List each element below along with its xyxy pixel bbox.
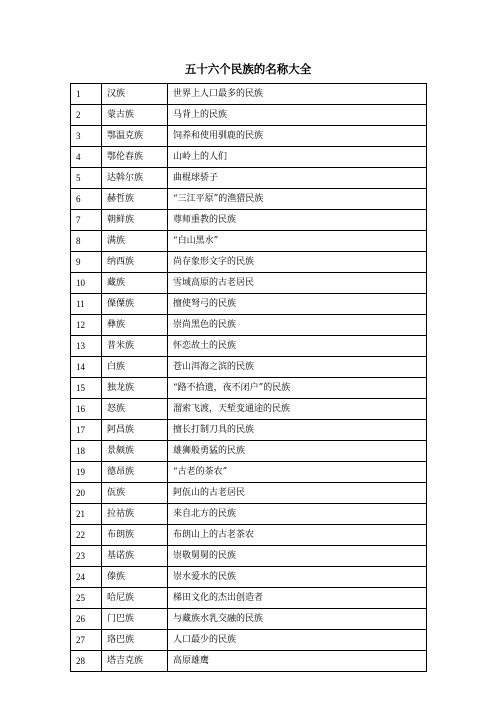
row-number-cell: 1 — [71, 84, 102, 105]
row-number-cell: 2 — [71, 105, 102, 126]
ethnic-name-cell: 纳西族 — [102, 252, 168, 273]
table-row — [71, 189, 427, 210]
row-number-cell: 22 — [71, 525, 102, 546]
page-title: 五十六个民族的名称大全 — [184, 62, 312, 76]
table-row — [71, 420, 427, 441]
ethnic-name-cell: 朝鲜族 — [102, 210, 168, 231]
row-number-cell: 21 — [71, 504, 102, 525]
row-number-cell: 14 — [71, 357, 102, 378]
table-row — [71, 630, 427, 651]
row-number-cell: 12 — [71, 315, 102, 336]
table-row — [71, 588, 427, 609]
table-row — [71, 441, 427, 462]
row-number-cell: 13 — [71, 336, 102, 357]
row-number-cell: 10 — [71, 273, 102, 294]
ethnic-name-cell: 赫哲族 — [102, 189, 168, 210]
row-number-cell: 23 — [71, 546, 102, 567]
table-row — [71, 336, 427, 357]
ethnic-name-cell: 傣族 — [102, 567, 168, 588]
table-row — [71, 84, 427, 105]
ethnic-name-cell: 景颇族 — [102, 441, 168, 462]
row-number-cell: 16 — [71, 399, 102, 420]
ethnic-description-cell: 崇敬舅舅的民族 — [168, 546, 427, 567]
row-number-cell: 28 — [71, 651, 102, 672]
table-row — [71, 273, 427, 294]
table-row — [71, 651, 427, 672]
row-number-cell: 27 — [71, 630, 102, 651]
table-row — [71, 126, 427, 147]
ethnic-description-cell: 崇水爱水的民族 — [168, 567, 427, 588]
table-row — [71, 294, 427, 315]
ethnic-description-cell: “三江平原”的渔猎民族 — [168, 189, 427, 210]
row-number-cell: 25 — [71, 588, 102, 609]
ethnic-name-cell: 傈僳族 — [102, 294, 168, 315]
row-number-cell: 8 — [71, 231, 102, 252]
ethnic-description-cell: 世界上人口最多的民族 — [168, 84, 427, 105]
row-number-cell: 17 — [71, 420, 102, 441]
ethnic-description-cell: 雄狮般勇猛的民族 — [168, 441, 427, 462]
ethnic-description-cell: 苍山洱海之滨的民族 — [168, 357, 427, 378]
ethnic-name-cell: 达斡尔族 — [102, 168, 168, 189]
table-row — [71, 399, 427, 420]
ethnic-description-cell: 阿佤山的古老居民 — [168, 483, 427, 504]
ethnic-description-cell: 尊师重教的民族 — [168, 210, 427, 231]
ethnic-description-cell: 布朗山上的古老茶农 — [168, 525, 427, 546]
table-row — [71, 378, 427, 399]
ethnic-name-cell: 塔吉克族 — [102, 651, 168, 672]
ethnic-name-cell: 德昂族 — [102, 462, 168, 483]
table-row — [71, 168, 427, 189]
ethnic-name-cell: 珞巴族 — [102, 630, 168, 651]
ethnic-description-cell: 人口最少的民族 — [168, 630, 427, 651]
ethnic-description-cell: 马背上的民族 — [168, 105, 427, 126]
table-row — [71, 504, 427, 525]
ethnic-name-cell: 汉族 — [102, 84, 168, 105]
table-row — [71, 231, 427, 252]
table-row — [71, 462, 427, 483]
ethnic-name-cell: 蒙古族 — [102, 105, 168, 126]
ethnic-description-cell: 梯田文化的杰出创造者 — [168, 588, 427, 609]
table-row — [71, 105, 427, 126]
ethnic-description-cell: 来自北方的民族 — [168, 504, 427, 525]
ethnic-description-cell: 溜索飞渡，天堑变通途的民族 — [168, 399, 427, 420]
ethnic-name-cell: 怒族 — [102, 399, 168, 420]
ethnic-description-cell: 与藏族水乳交融的民族 — [168, 609, 427, 630]
row-number-cell: 15 — [71, 378, 102, 399]
ethnic-description-cell: 擅使弩弓的民族 — [168, 294, 427, 315]
ethnic-name-cell: 门巴族 — [102, 609, 168, 630]
row-number-cell: 7 — [71, 210, 102, 231]
ethnic-name-cell: 满族 — [102, 231, 168, 252]
table-row — [71, 546, 427, 567]
ethnic-description-cell: 曲棍球骄子 — [168, 168, 427, 189]
row-number-cell: 5 — [71, 168, 102, 189]
ethnic-description-cell: 高原雄鹰 — [168, 651, 427, 672]
row-number-cell: 9 — [71, 252, 102, 273]
ethnic-name-cell: 拉祜族 — [102, 504, 168, 525]
row-number-cell: 20 — [71, 483, 102, 504]
row-number-cell: 11 — [71, 294, 102, 315]
ethnic-description-cell: 怀恋故土的民族 — [168, 336, 427, 357]
row-number-cell: 3 — [71, 126, 102, 147]
table-row — [71, 483, 427, 504]
table-row — [71, 357, 427, 378]
ethnic-name-cell: 鄂温克族 — [102, 126, 168, 147]
ethnic-name-cell: 藏族 — [102, 273, 168, 294]
ethnic-description-cell: 雪域高原的古老居民 — [168, 273, 427, 294]
ethnic-description-cell: 饲养和使用驯鹿的民族 — [168, 126, 427, 147]
table-row — [71, 567, 427, 588]
ethnic-description-cell: 擅长打制刀具的民族 — [168, 420, 427, 441]
table-row — [71, 252, 427, 273]
row-number-cell: 4 — [71, 147, 102, 168]
ethnic-name-cell: 哈尼族 — [102, 588, 168, 609]
ethnic-name-cell: 鄂伦春族 — [102, 147, 168, 168]
row-number-cell: 18 — [71, 441, 102, 462]
row-number-cell: 6 — [71, 189, 102, 210]
row-number-cell: 26 — [71, 609, 102, 630]
ethnic-name-cell: 白族 — [102, 357, 168, 378]
ethnic-description-cell: 尚存象形文字的民族 — [168, 252, 427, 273]
table-row — [71, 210, 427, 231]
ethnic-description-cell: “古老的茶农” — [168, 462, 427, 483]
table-body — [71, 84, 427, 672]
row-number-cell: 24 — [71, 567, 102, 588]
ethnic-name-cell: 彝族 — [102, 315, 168, 336]
ethnic-name-cell: 佤族 — [102, 483, 168, 504]
ethnic-description-cell: “路不拾遗，夜不闭户”的民族 — [168, 378, 427, 399]
table-row — [71, 525, 427, 546]
ethnic-groups-table — [70, 83, 427, 672]
ethnic-name-cell: 基诺族 — [102, 546, 168, 567]
ethnic-name-cell: 阿昌族 — [102, 420, 168, 441]
table-row — [71, 147, 427, 168]
table-row — [71, 609, 427, 630]
ethnic-name-cell: 独龙族 — [102, 378, 168, 399]
ethnic-description-cell: 崇尚黑色的民族 — [168, 315, 427, 336]
table-row — [71, 315, 427, 336]
ethnic-description-cell: “白山黑水” — [168, 231, 427, 252]
row-number-cell: 19 — [71, 462, 102, 483]
ethnic-name-cell: 布朗族 — [102, 525, 168, 546]
ethnic-name-cell: 普米族 — [102, 336, 168, 357]
ethnic-description-cell: 山岭上的人们 — [168, 147, 427, 168]
